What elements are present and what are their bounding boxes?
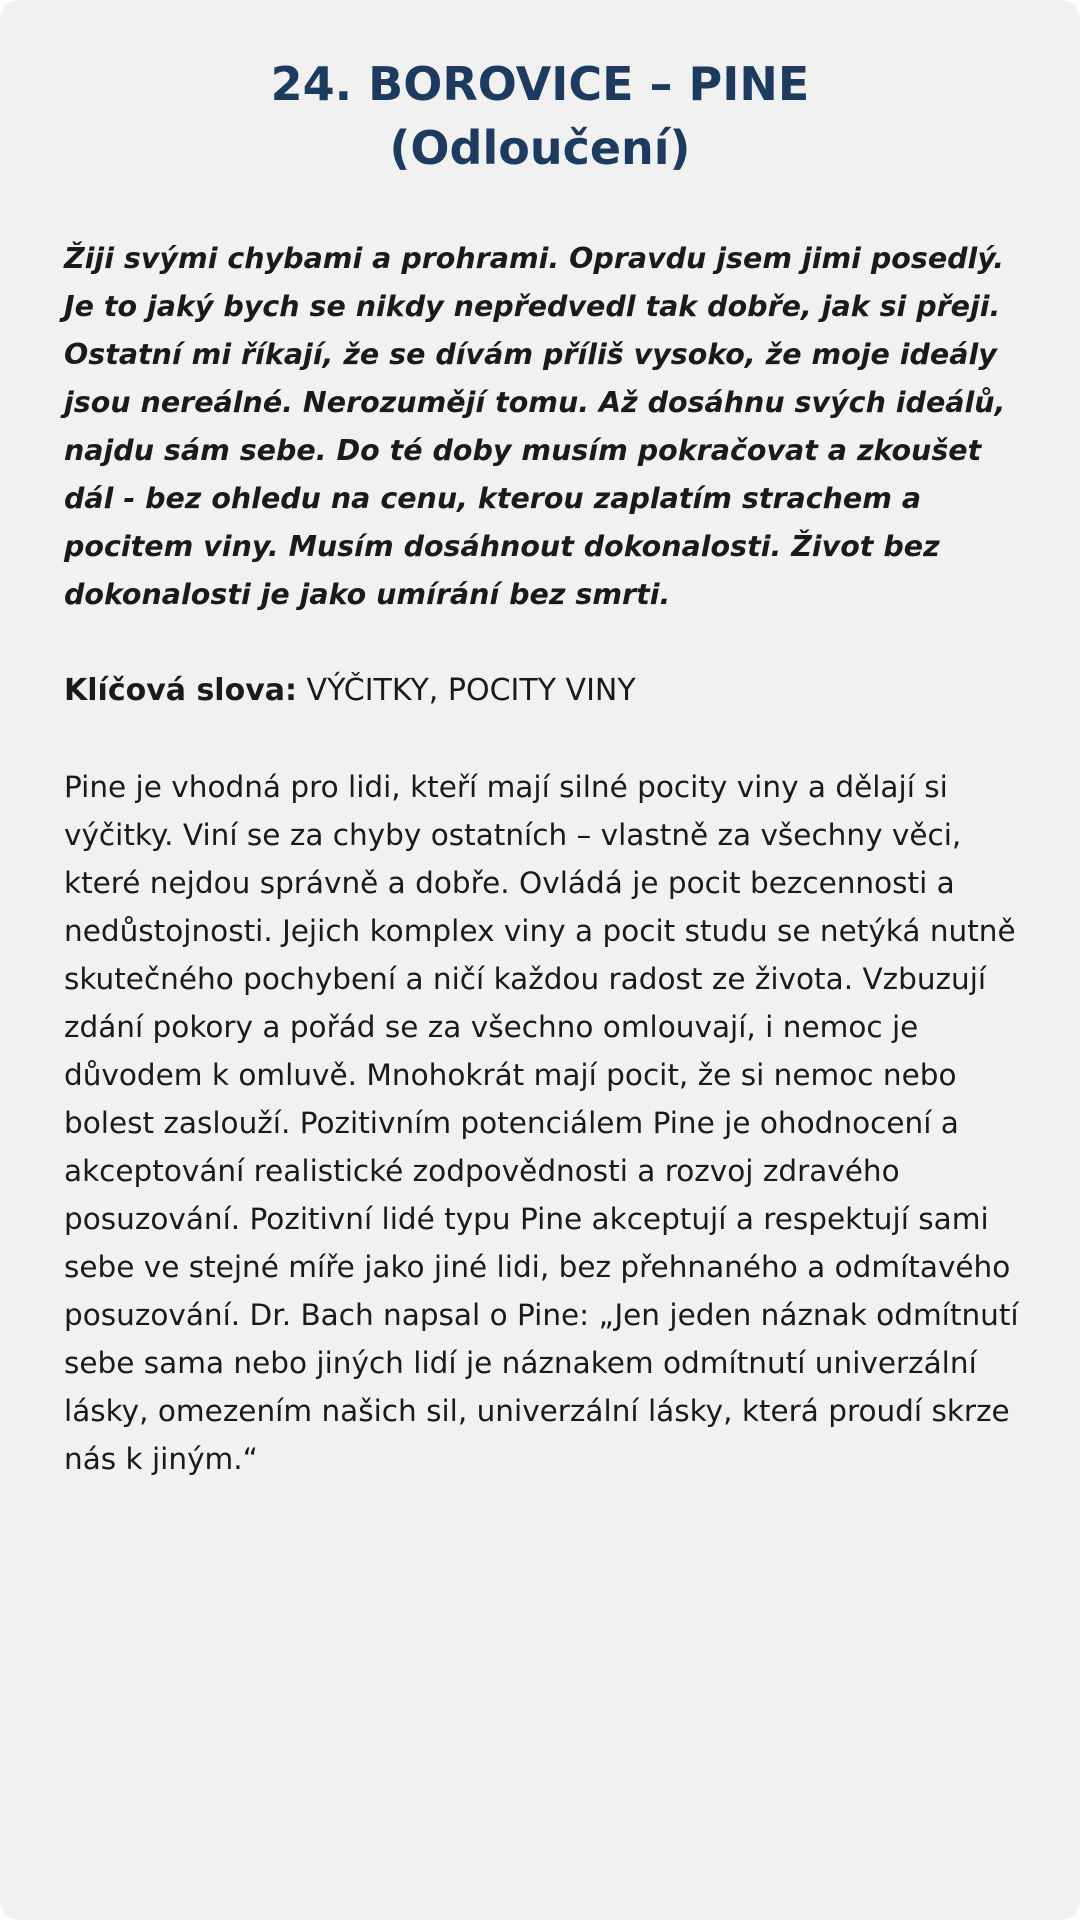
title-line-subtitle: (Odloučení) bbox=[389, 121, 691, 175]
remedy-quote: Žiji svými chybami a prohrami. Opravdu jsem jimi posedlý. Je to jaký bych se nikdy nepředvedl tak dobře, jak si přeji. Ostatní mi říkají, že se dívám příliš vysoko, že moje ideály jsou nereálné. Nerozumějí tomu. Až dosáhnu svých ideálů, najdu sám sebe. Do té doby musím pokračovat a zkoušet dál - bez ohledu na cenu, kterou zaplatím strachem a pocitem viny. Musím dosáhnout dokonalosti. Život bez dokonalosti je jako umírání bez smrti. bbox=[64, 242, 1006, 611]
page-title bbox=[60, 52, 1020, 180]
remedy-description: Pine je vhodná pro lidi, kteří mají silné pocity viny a dělají si výčitky. Viní se za chyby ostatních – vlastně za všechny věci, které nejdou správně a dobře. Ovládá je pocit bezcennosti a nedůstojnosti. Jejich komplex viny a pocit studu se netýká nutně skutečného pochybení a ničí každou radost ze života. Vzbuzují zdání pokory a pořád se za všechno omlouvají, i nemoc je důvodem k omluvě. Mnohokrát mají pocit, že si nemoc nebo bolest zaslouží. Pozitivním potenciálem Pine je ohodnocení a akceptování realistické zodpovědnosti a rozvoj zdravého posuzování. Pozitivní lidé typu Pine akceptují a respektují sami sebe ve stejné míře jako jiné lidi, bez přehnaného a odmítavého posuzování. Dr. Bach napsal o Pine: „Jen jeden náznak odmítnutí sebe sama nebo jiných lidí je náznakem odmítnutí univerzální lásky, omezením našich sil, univerzální lásky, která proudí skrze nás k jiným.“ bbox=[64, 770, 1019, 1476]
keywords-line bbox=[64, 667, 1024, 715]
keywords-value: VÝČITKY, POCITY VINY bbox=[306, 673, 636, 708]
title-line-name: 24. BOROVICE – PINE bbox=[270, 57, 810, 111]
keywords-label: Klíčová slova: bbox=[64, 673, 297, 708]
